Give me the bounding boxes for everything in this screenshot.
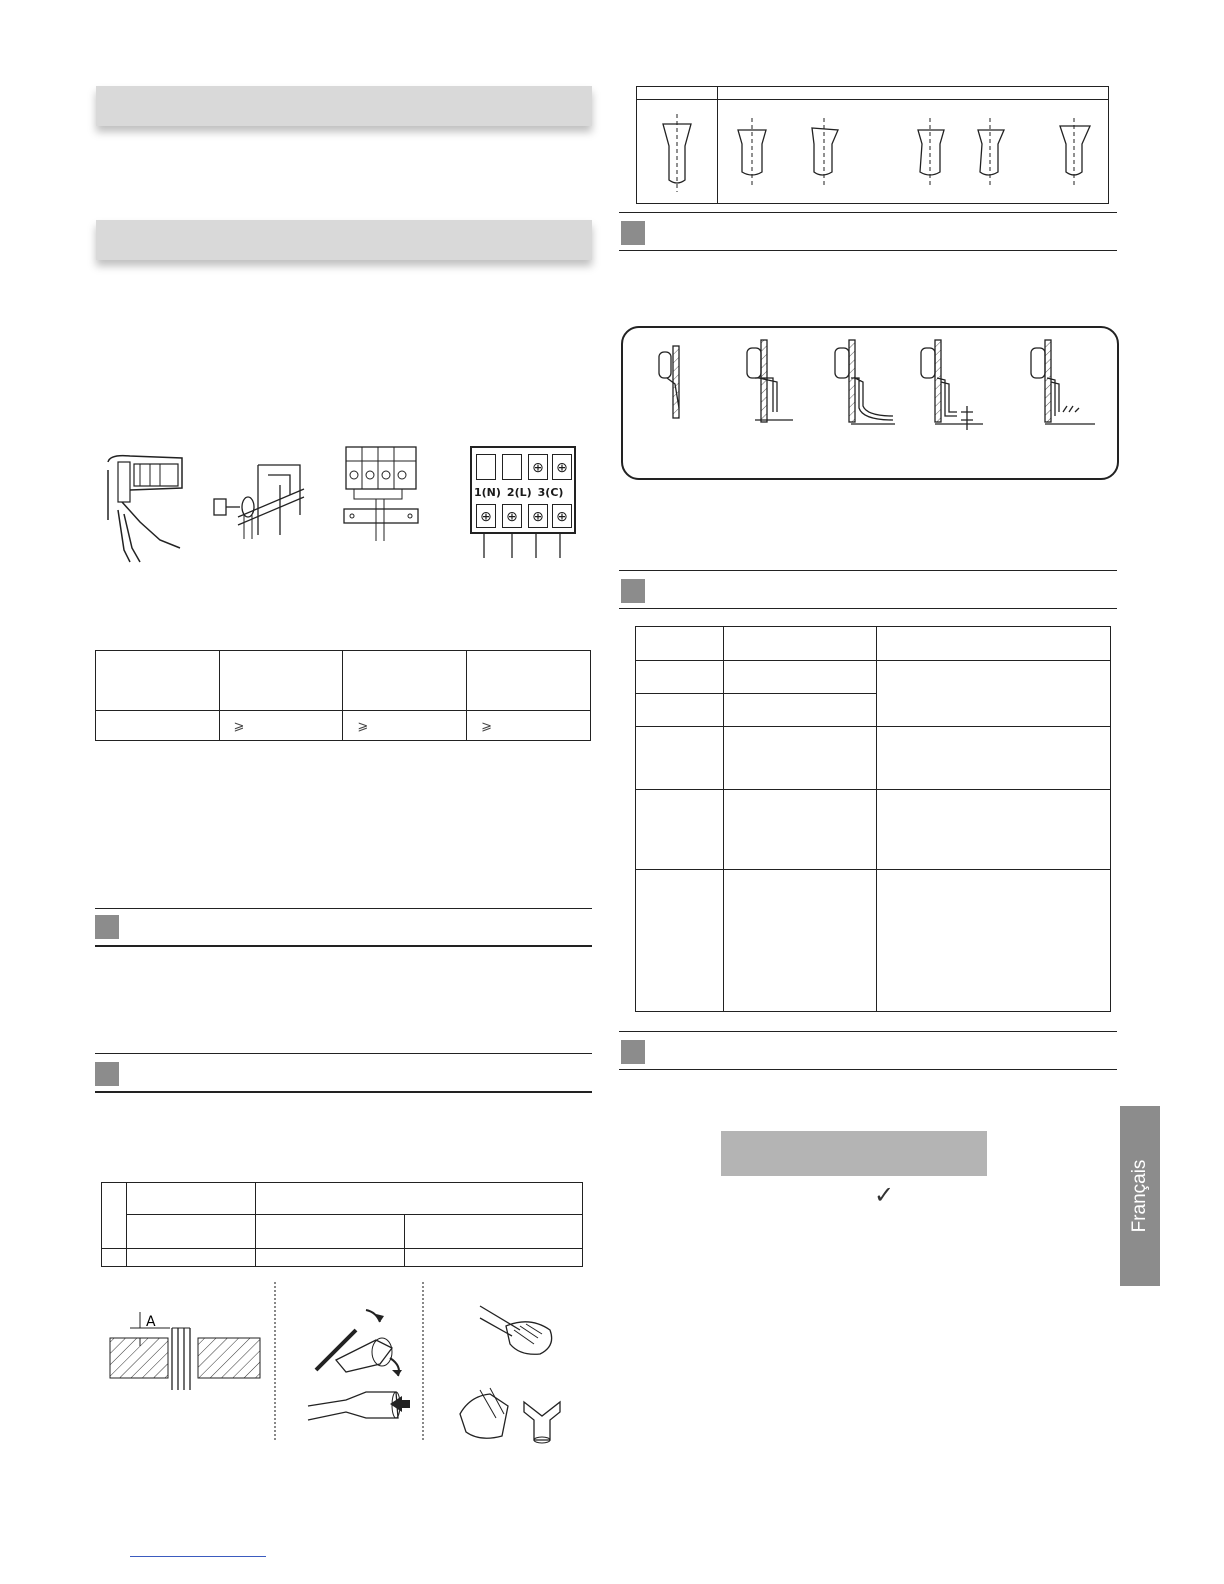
terminal-label-2l: 2(L) <box>506 486 532 499</box>
section-banner-2 <box>96 220 592 260</box>
section-banner-1 <box>96 86 592 126</box>
section-3-marker <box>95 915 119 939</box>
wire-min-2: ⩾ <box>357 718 369 734</box>
divider-2 <box>422 1282 424 1440</box>
flare-shape-table <box>636 86 1109 204</box>
wire-min-1: ⩾ <box>233 718 245 734</box>
section-4-marker <box>95 1062 119 1086</box>
section-b-top-rule <box>619 570 1117 571</box>
footer-link-underline[interactable] <box>130 1556 266 1557</box>
terminal-3-ground-icon: ⊕ <box>528 454 548 480</box>
check-mark-icon: ✓ <box>874 1181 895 1209</box>
section-a-marker <box>621 221 645 245</box>
section-c-marker <box>621 1040 645 1064</box>
test-result-box <box>721 1131 987 1176</box>
section-4-top-rule <box>95 1053 592 1054</box>
incorrect-flares-row <box>718 100 1108 198</box>
check-table <box>635 626 1111 1012</box>
terminal-4-ground-icon: ⊕ <box>552 454 572 480</box>
language-tab-label: Français <box>1129 1159 1150 1233</box>
flaring-tool-figure <box>306 1300 416 1440</box>
flare-dimension-label: A <box>146 1314 156 1330</box>
wire-min-3: ⩾ <box>481 718 493 734</box>
outdoor-terminal-block: ⊕ ⊕ 1(N) 2(L) 3(C) ⊕ ⊕ ⊕ ⊕ <box>470 446 576 534</box>
terminal-label-3c: 3(C) <box>537 486 564 499</box>
indoor-terminal-figure <box>340 445 420 541</box>
section-4-bottom-rule <box>95 1091 592 1093</box>
flare-inspection-figure <box>450 1296 580 1446</box>
indoor-unit-wiring-figure <box>100 450 190 565</box>
section-a-bottom-rule <box>619 250 1117 251</box>
section-3-top-rule <box>95 908 592 909</box>
correct-flare-icon <box>637 100 717 198</box>
language-tab[interactable] <box>1120 1106 1160 1286</box>
section-c-top-rule <box>619 1031 1117 1032</box>
terminal-label-1n: 1(N) <box>474 486 501 499</box>
divider-1 <box>274 1282 276 1440</box>
wire-size-table <box>95 650 591 741</box>
cable-clamp-figure <box>208 455 308 540</box>
section-c-bottom-rule <box>619 1069 1117 1070</box>
section-b-bottom-rule <box>619 608 1117 609</box>
flare-height-figure <box>108 1310 264 1392</box>
section-b-marker <box>621 579 645 603</box>
section-a-top-rule <box>619 212 1117 213</box>
section-3-bottom-rule <box>95 945 592 947</box>
drain-pipe-figures <box>621 326 1119 480</box>
flare-dimension-table <box>101 1182 583 1267</box>
terminal-wire-leads <box>470 532 574 558</box>
